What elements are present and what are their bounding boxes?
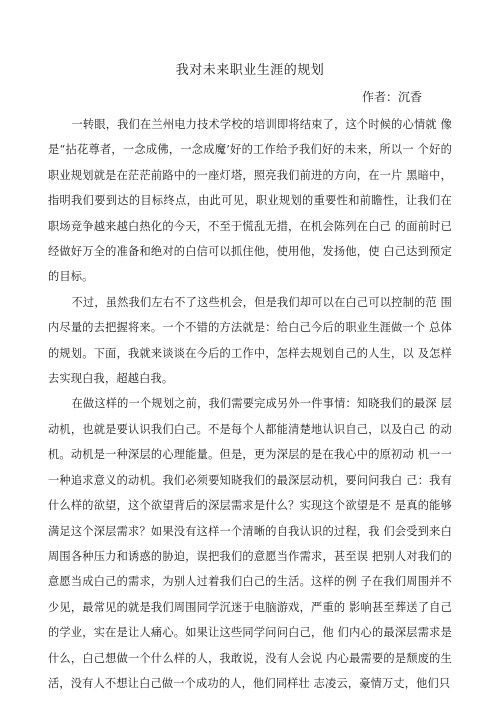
paragraph-2: 不过，虽然我们左右不了这些机会，但是我们却可以在白己可以控制的范 围内尽量的去把握将来。一个不错的方法就是：给白己今后的职业生涯做一个 总体的规划。下面，我就来谈谈在今后的工作中，怎样去规划自己的人生，以 及怎样去实现白我，超越白我。 <box>48 295 452 386</box>
document-author: 作者：沉香 <box>361 90 422 104</box>
paragraph-1: 一转眼，我们在兰州电力技术学校的培训即将结束了，这个时候的心情就 像是“拈花尊者，一念成佛，一念成魔’好的工作给予我们好的未来，所以一 个好的职业规划就是在茫茫前路中的一座灯塔，照亮我们前进的方向，在一片 黑暗中，指明我们要到达的目标终点，由此可见，职业规划的重要性和前瞻性，让我们在职场竞争越来越白热化的今天，不至于慌乱无措，在机会陈列在白己 的面前时已经做好万全的准备和绝对的白信可以抓住他，使用他，发扬他，使 白己达到预定的目标。 <box>48 118 452 284</box>
document-body <box>48 112 452 696</box>
paragraph-3: 在做这样的一个规划之前，我们需要完成另外一件事情：知晓我们的最深 层动机，也就是要认识我们白己。不是每个人都能清楚地认识自己，以及白己 的动机。动机是一种深层的心理能量。但是，更为深层的是在我心中的原初动 机一一一种追求意义的动机。我们必须要知晓我们的最深层动机，要问问我白 己：我有什么样的欲望，这个欲望背后的深层需求是什么？实现这个欲望是不 是真的能够满足这个深层需求？如果没有这样一个清晰的自我认识的过程，我 们会受到来白周围各种压力和诱惑的胁迫，误把我们的意愿当作需求，甚至误 把别人对我们的意愿当成白己的需求，为别人过着我们白己的生活。这样的例 子在我们周围并不少见，最常见的就是我们周围同学沉迷于电脑游戏，严重的 影响甚至葬送了自己的学业，实在是让人痛心。如果让这些同学问问白己，他 们内心的最深层需求是什么，白己想做一个什么样的人，我敢说，没有人会说 内心最需要的是颓废的生活，没有人不想让白己做一个成功的人，他们同样壮 志凌云，豪情万丈，他们只 <box>48 397 452 690</box>
document-title: 我对未来职业生涯的规划 <box>175 63 325 78</box>
